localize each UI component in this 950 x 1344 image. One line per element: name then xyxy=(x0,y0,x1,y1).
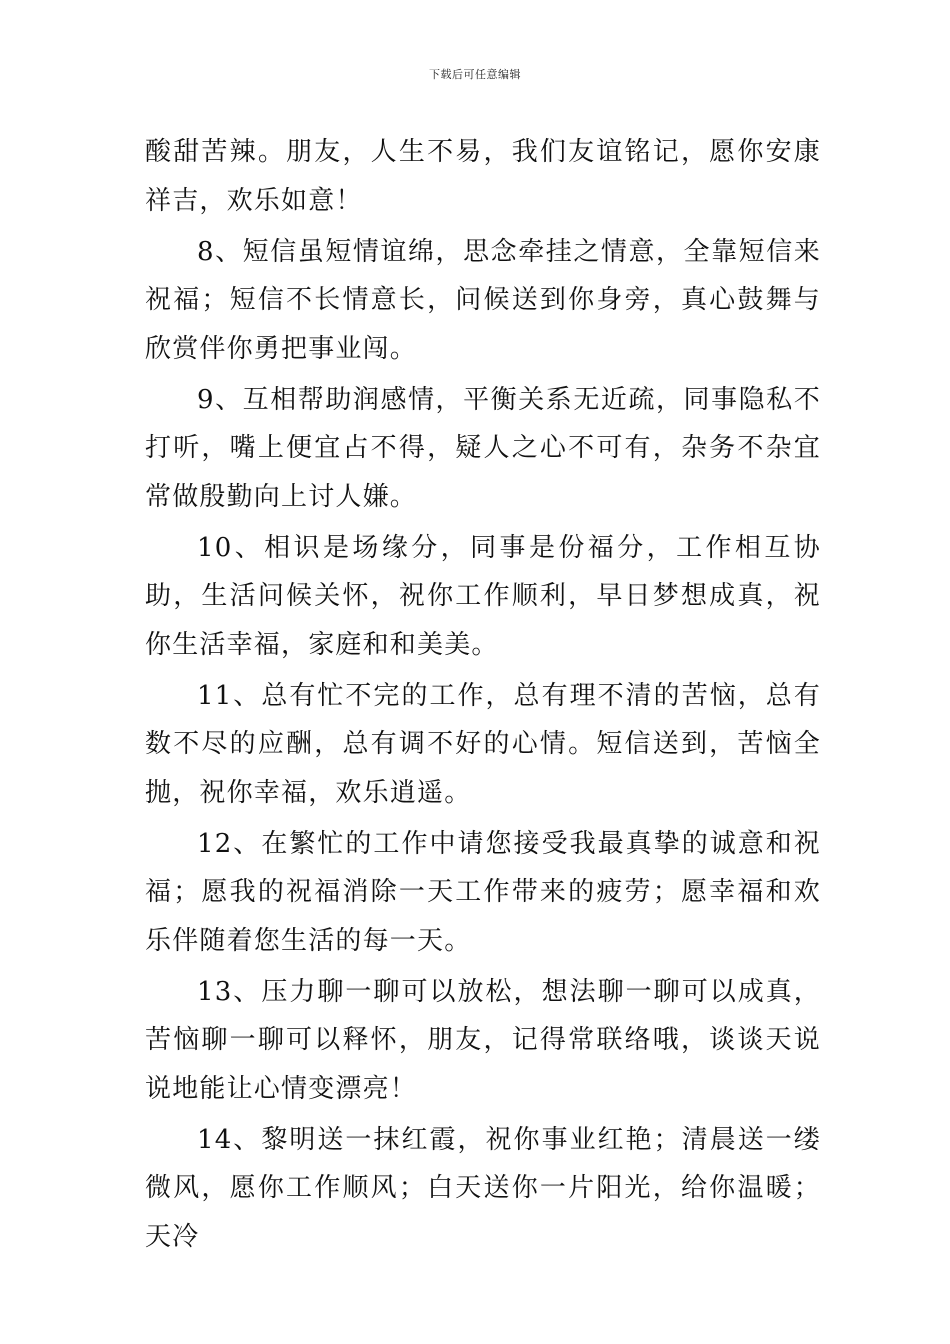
paragraph: 13、压力聊一聊可以放松，想法聊一聊可以成真，苦恼聊一聊可以释怀，朋友，记得常联络哦，谈谈天说说地能让心情变漂亮！ xyxy=(145,976,821,1104)
paragraph: 14、黎明送一抹红霞，祝你事业红艳；清晨送一缕微风，愿你工作顺风；白天送你一片阳光，给你温暖；天冷 xyxy=(145,1124,821,1252)
page-header: 下载后可任意编辑 xyxy=(429,68,521,81)
paragraph: 9、互相帮助润感情，平衡关系无近疏，同事隐私不打听，嘴上便宜占不得，疑人之心不可有，杂务不杂宜常做殷勤向上讨人嫌。 xyxy=(145,384,821,512)
paragraph: 11、总有忙不完的工作，总有理不清的苦恼，总有数不尽的应酬，总有调不好的心情。短信送到，苦恼全抛，祝你幸福，欢乐逍遥。 xyxy=(145,680,821,808)
paragraph: 酸甜苦辣。朋友，人生不易，我们友谊铭记，愿你安康祥吉，欢乐如意！ xyxy=(145,137,821,216)
paragraph: 12、在繁忙的工作中请您接受我最真挚的诚意和祝福；愿我的祝福消除一天工作带来的疲劳；愿幸福和欢乐伴随着您生活的每一天。 xyxy=(145,828,821,956)
paragraph: 8、短信虽短情谊绵，思念牵挂之情意，全靠短信来祝福；短信不长情意长，问候送到你身旁，真心鼓舞与欣赏伴你勇把事业闯。 xyxy=(145,236,821,364)
document-body xyxy=(145,128,821,1264)
paragraph: 10、相识是场缘分，同事是份福分，工作相互协助，生活问候关怀，祝你工作顺利，早日梦想成真，祝你生活幸福，家庭和和美美。 xyxy=(145,532,821,660)
